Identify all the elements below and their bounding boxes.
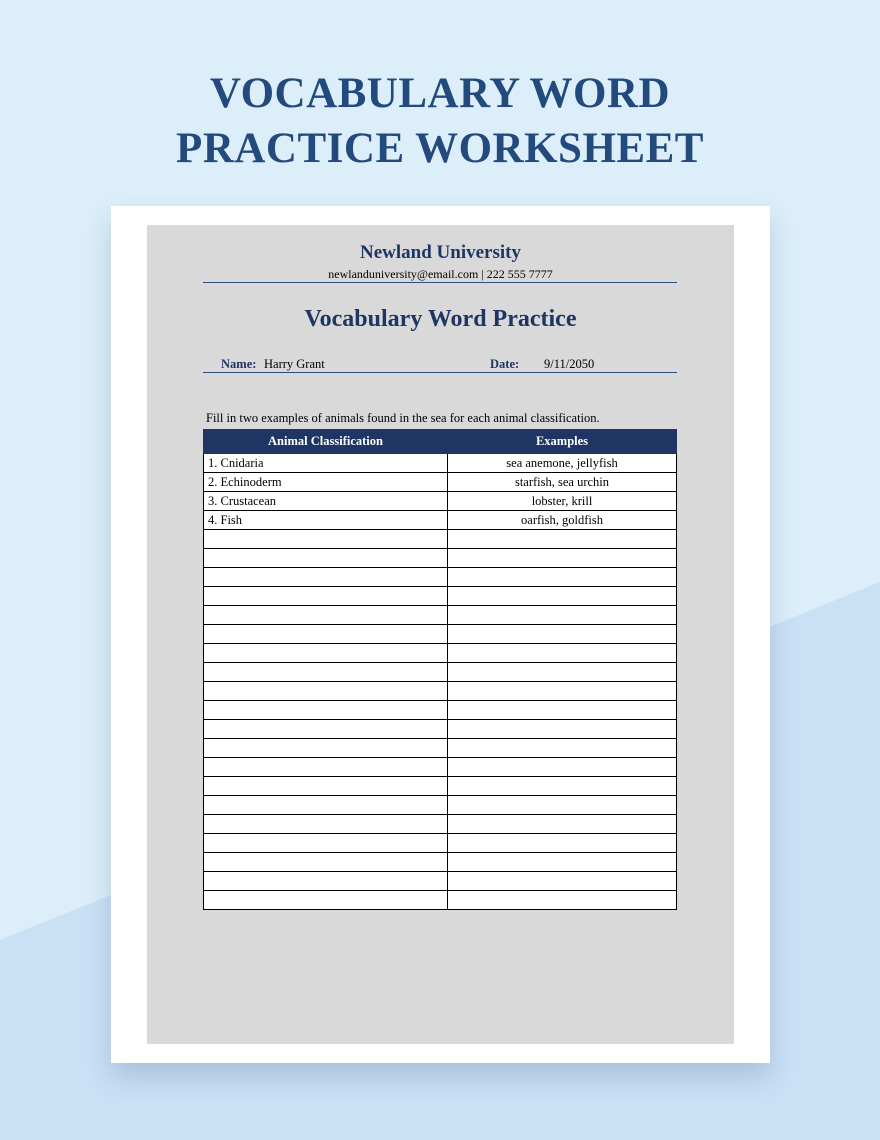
document-paper	[111, 206, 770, 1063]
table-row	[204, 549, 677, 568]
name-value[interactable]: Harry Grant	[264, 357, 325, 371]
column-header-examples: Examples	[448, 430, 677, 454]
table-row	[204, 492, 677, 511]
classification-cell[interactable]	[204, 625, 448, 644]
examples-cell[interactable]	[448, 568, 677, 587]
classification-cell[interactable]: 1. Cnidaria	[204, 454, 448, 473]
classification-cell[interactable]	[204, 701, 448, 720]
table-row	[204, 815, 677, 834]
classification-cell[interactable]	[204, 568, 448, 587]
organization-name: Newland University	[360, 242, 521, 263]
examples-cell[interactable]	[448, 853, 677, 872]
classification-cell[interactable]: 3. Crustacean	[204, 492, 448, 511]
examples-cell[interactable]: lobster, krill	[448, 492, 677, 511]
banner-title-line-1: VOCABULARY WORD	[209, 70, 671, 117]
table-row	[204, 454, 677, 473]
classification-cell[interactable]	[204, 758, 448, 777]
examples-cell[interactable]	[448, 625, 677, 644]
classification-cell[interactable]: 4. Fish	[204, 511, 448, 530]
organization-phone: 222 555 7777	[486, 267, 553, 281]
worksheet-title: Vocabulary Word Practice	[304, 306, 577, 332]
classification-cell[interactable]	[204, 796, 448, 815]
classification-cell[interactable]	[204, 644, 448, 663]
classification-cell[interactable]	[204, 891, 448, 910]
banner-title	[0, 66, 880, 176]
organization-email: newlanduniversity@email.com	[328, 267, 479, 281]
classification-cell[interactable]	[204, 853, 448, 872]
examples-cell[interactable]: starfish, sea urchin	[448, 473, 677, 492]
examples-cell[interactable]: sea anemone, jellyfish	[448, 454, 677, 473]
banner-title-line-2: PRACTICE WORKSHEET	[176, 125, 704, 172]
table-row	[204, 739, 677, 758]
classification-cell[interactable]: 2. Echinoderm	[204, 473, 448, 492]
table-row	[204, 758, 677, 777]
table-row	[204, 777, 677, 796]
classification-cell[interactable]	[204, 530, 448, 549]
table-row	[204, 796, 677, 815]
examples-cell[interactable]	[448, 644, 677, 663]
classification-cell[interactable]	[204, 587, 448, 606]
table-row	[204, 530, 677, 549]
examples-cell[interactable]	[448, 834, 677, 853]
date-label: Date:	[490, 357, 520, 371]
table-body	[204, 454, 677, 910]
worksheet-sheet	[147, 225, 734, 1044]
examples-cell[interactable]	[448, 720, 677, 739]
classification-cell[interactable]	[204, 777, 448, 796]
examples-cell[interactable]	[448, 663, 677, 682]
classification-cell[interactable]	[204, 872, 448, 891]
instructions-text: Fill in two examples of animals found in the sea for each animal classification.	[206, 411, 600, 425]
table-row	[204, 872, 677, 891]
table-row	[204, 682, 677, 701]
examples-cell[interactable]	[448, 891, 677, 910]
table-row	[204, 663, 677, 682]
examples-cell[interactable]	[448, 549, 677, 568]
examples-cell[interactable]	[448, 682, 677, 701]
examples-cell[interactable]	[448, 872, 677, 891]
examples-cell[interactable]	[448, 758, 677, 777]
table-row	[204, 606, 677, 625]
examples-cell[interactable]	[448, 530, 677, 549]
examples-cell[interactable]	[448, 777, 677, 796]
table-row	[204, 853, 677, 872]
classification-cell[interactable]	[204, 834, 448, 853]
classification-cell[interactable]	[204, 739, 448, 758]
organization-contact	[147, 266, 734, 282]
table-row	[204, 644, 677, 663]
contact-separator: |	[481, 267, 484, 281]
examples-cell[interactable]	[448, 739, 677, 758]
table-header-row	[204, 430, 677, 454]
examples-cell[interactable]	[448, 606, 677, 625]
classification-cell[interactable]	[204, 606, 448, 625]
column-header-classification: Animal Classification	[204, 430, 448, 454]
examples-cell[interactable]	[448, 701, 677, 720]
header-divider	[203, 282, 677, 283]
classification-cell[interactable]	[204, 549, 448, 568]
table-row	[204, 473, 677, 492]
table-row	[204, 891, 677, 910]
table-row	[204, 587, 677, 606]
table-row	[204, 701, 677, 720]
table-row	[204, 625, 677, 644]
date-value[interactable]: 9/11/2050	[544, 357, 595, 371]
table-row	[204, 511, 677, 530]
classification-table	[203, 429, 677, 910]
examples-cell[interactable]	[448, 815, 677, 834]
examples-cell[interactable]: oarfish, goldfish	[448, 511, 677, 530]
info-divider	[203, 372, 677, 373]
examples-cell[interactable]	[448, 796, 677, 815]
name-label: Name:	[221, 357, 257, 371]
classification-cell[interactable]	[204, 720, 448, 739]
table-row	[204, 720, 677, 739]
examples-cell[interactable]	[448, 587, 677, 606]
classification-cell[interactable]	[204, 663, 448, 682]
classification-cell[interactable]	[204, 815, 448, 834]
classification-cell[interactable]	[204, 682, 448, 701]
table-row	[204, 834, 677, 853]
table-row	[204, 568, 677, 587]
